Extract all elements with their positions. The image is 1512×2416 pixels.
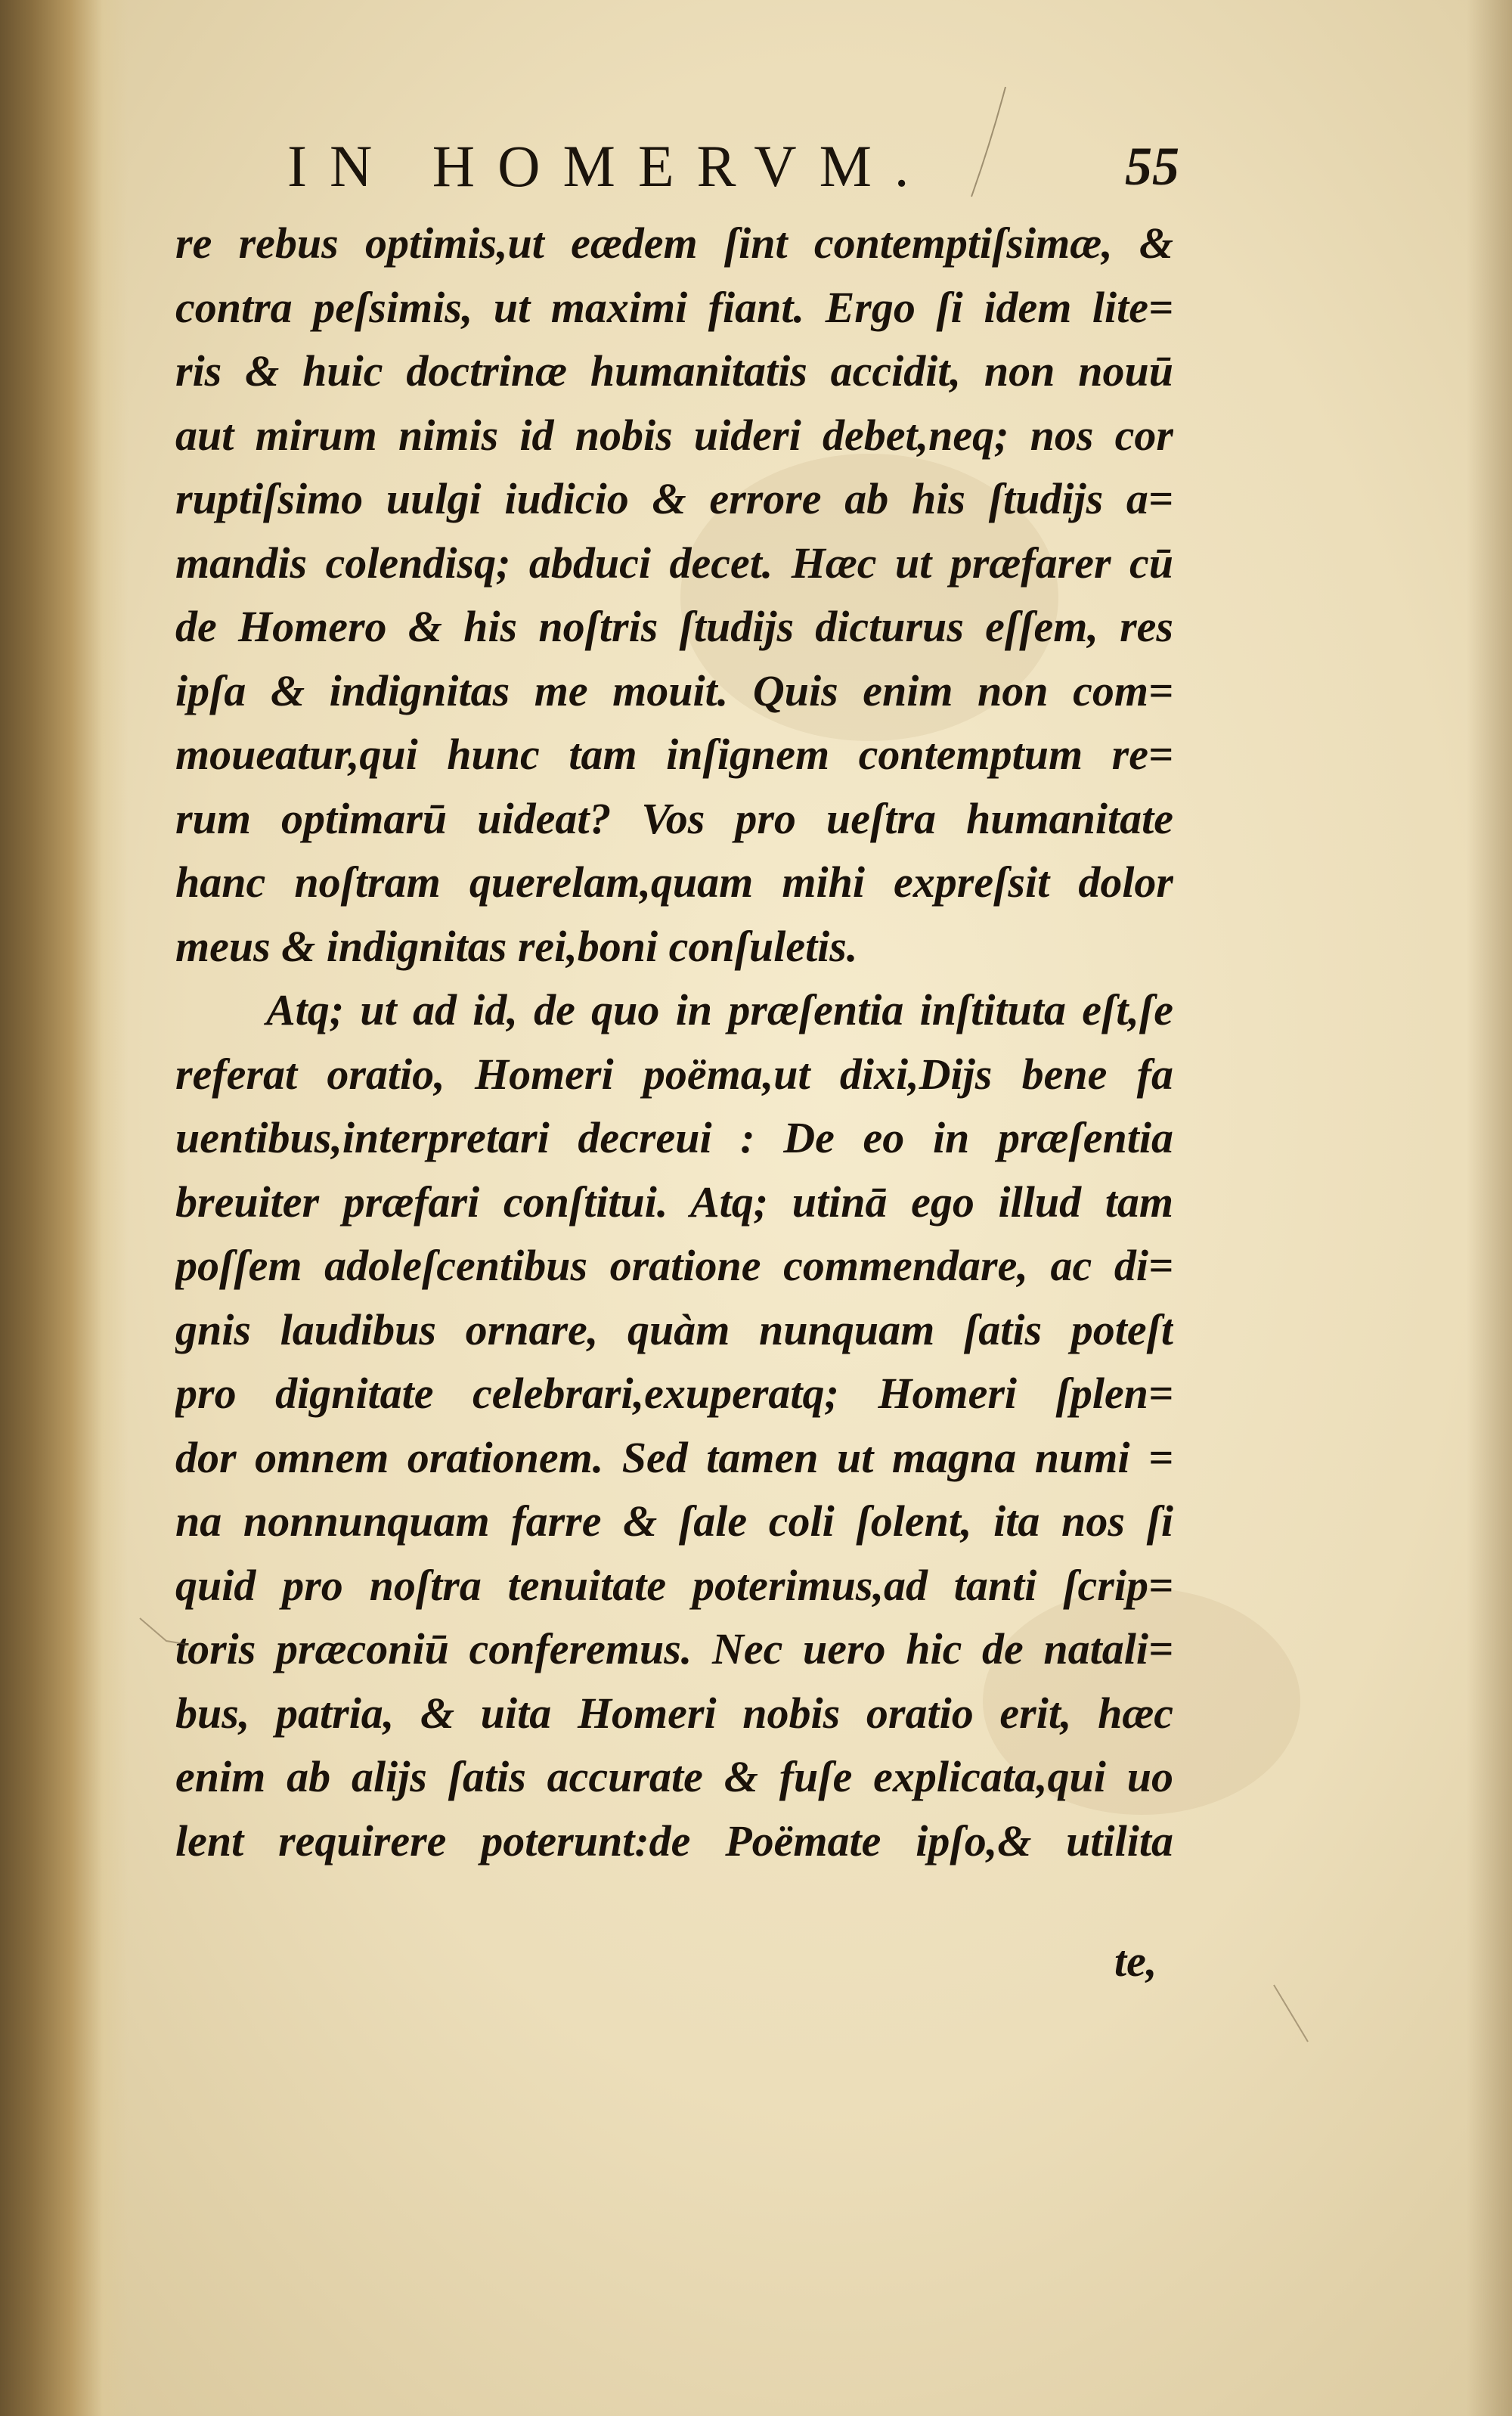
paragraph-first-line: Atq; ut ad id, de quo in præſentia inſtituta eſt,ſe bbox=[266, 985, 1173, 1034]
pencil-stroke-mark bbox=[960, 83, 1021, 204]
text-line: de Homero & his noſtris ſtudijs dicturus eſſem, res bbox=[175, 602, 1173, 651]
text-line: ipſa & indignitas me mouit. Quis enim non com= bbox=[175, 665, 1173, 715]
page-edge-shadow bbox=[1467, 0, 1512, 2416]
text-line: meus & indignitas rei,boni conſuletis. bbox=[175, 921, 858, 971]
text-line: enim ab alijs ſatis accurate & fuſe explicata,qui uo bbox=[175, 1752, 1173, 1801]
page-header bbox=[287, 132, 1179, 200]
text-line: toris præconiū conferemus. Nec uero hic de natali= bbox=[175, 1624, 1173, 1673]
margin-stroke-mark bbox=[136, 1611, 197, 1671]
text-line: ruptiſsimo uulgi iudicio & errore ab his ſtudijs a= bbox=[175, 474, 1173, 523]
text-line: lent requirere poterunt:de Poëmate ipſo,& utilita bbox=[175, 1816, 1173, 1865]
margin-stroke-mark bbox=[1270, 1981, 1315, 2049]
text-line: poſſem adoleſcentibus oratione commendare, ac di= bbox=[175, 1241, 1173, 1290]
binding-gutter-shadow bbox=[0, 0, 129, 2416]
text-line: gnis laudibus ornare, quàm nunquam ſatis poteſt bbox=[175, 1304, 1173, 1354]
text-line: na nonnunquam farre & ſale coli ſolent, ita nos ſi bbox=[175, 1496, 1173, 1546]
text-line: pro dignitate celebrari,exuperatq; Homeri ſplen= bbox=[175, 1369, 1173, 1418]
text-line: aut mirum nimis id nobis uideri debet,neq; nos cor bbox=[175, 410, 1173, 460]
text-line: breuiter præfari conſtitui. Atq; utinā ego illud tam bbox=[175, 1177, 1173, 1227]
catchword: te, bbox=[1114, 1937, 1157, 1986]
text-line: referat oratio, Homeri poëma,ut dixi,Dijs bene fa bbox=[175, 1049, 1173, 1099]
text-line: moueatur,qui hunc tam inſignem contemptum re= bbox=[175, 730, 1173, 779]
text-line: rum optimarū uideat? Vos pro ueſtra humanitate bbox=[175, 793, 1173, 843]
text-line: uentibus,interpretari decreui : De eo in præſentia bbox=[175, 1113, 1173, 1162]
text-line: hanc noſtram querelam,quam mihi expreſsit dolor bbox=[175, 858, 1173, 907]
text-line: contra peſsimis, ut maximi fiant. Ergo ſi idem lite= bbox=[175, 282, 1173, 332]
text-line: dor omnem orationem. Sed tamen ut magna numi = bbox=[175, 1432, 1173, 1482]
text-line: quid pro noſtra tenuitate poterimus,ad tanti ſcrip= bbox=[175, 1560, 1173, 1610]
running-title: IN HOMERVM. bbox=[287, 133, 932, 199]
text-line: ris & huic doctrinæ humanitatis accidit, non nouū bbox=[175, 346, 1173, 395]
folio-number: 55 bbox=[1125, 136, 1179, 197]
body-text bbox=[175, 212, 1173, 1873]
text-line: re rebus optimis,ut eædem ſint contemptiſsimæ, & bbox=[175, 219, 1173, 268]
text-line: mandis colendisq; abduci decet. Hæc ut præfarer cū bbox=[175, 538, 1173, 588]
text-line: bus, patria, & uita Homeri nobis oratio erit, hæc bbox=[175, 1688, 1173, 1738]
